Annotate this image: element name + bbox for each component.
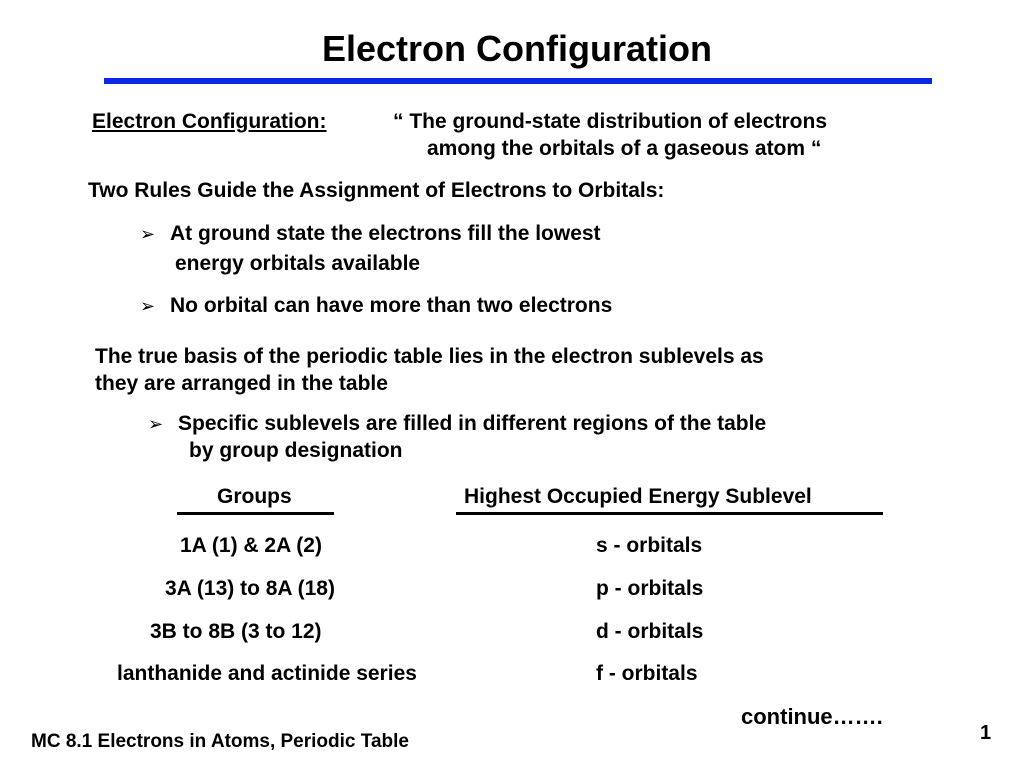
- table-row-4-sublevel: f - orbitals: [596, 662, 698, 685]
- arrow-right-icon: ➢: [140, 224, 156, 245]
- continue-text: continue…….: [741, 704, 883, 729]
- footer-text: MC 8.1 Electrons in Atoms, Periodic Table: [31, 731, 409, 752]
- basis-bullet-line1: Specific sublevels are filled in different regions of the table: [178, 412, 767, 435]
- arrow-right-icon: ➢: [140, 296, 156, 317]
- rules-heading: Two Rules Guide the Assignment of Electrons to Orbitals:: [88, 179, 665, 202]
- rule-bullet-2-text: No orbital can have more than two electrons: [170, 294, 613, 317]
- definition-term: Electron Configuration:: [92, 110, 327, 133]
- basis-line1: The true basis of the periodic table lies in the electron sublevels as: [95, 345, 764, 368]
- table-row-3-groups: 3B to 8B (3 to 12): [150, 620, 322, 643]
- basis-bullet: [148, 411, 766, 438]
- basis-line2: they are arranged in the table: [95, 372, 388, 395]
- title-underline: [104, 78, 932, 84]
- arrow-right-icon: ➢: [148, 414, 164, 435]
- rule-bullet-1: [140, 221, 601, 248]
- table-row-3-sublevel: d - orbitals: [596, 620, 704, 643]
- definition-text-line2: among the orbitals of a gaseous atom “: [427, 137, 822, 160]
- rule-bullet-1-line1: At ground state the electrons fill the lowest: [170, 222, 601, 245]
- groups-header-rule: [177, 512, 334, 515]
- page-title: Electron Configuration: [322, 28, 712, 69]
- basis-bullet-line2: by group designation: [189, 439, 403, 462]
- rule-bullet-2: [140, 293, 612, 320]
- groups-header: Groups: [217, 485, 292, 508]
- rule-bullet-1-line2: energy orbitals available: [175, 252, 421, 275]
- table-row-2-groups: 3A (13) to 8A (18): [165, 577, 335, 600]
- sublevel-header: Highest Occupied Energy Sublevel: [464, 485, 812, 508]
- page-number: 1: [980, 722, 992, 744]
- table-row-2-sublevel: p - orbitals: [596, 577, 704, 600]
- table-row-1-sublevel: s - orbitals: [596, 534, 703, 557]
- table-row-1-groups: 1A (1) & 2A (2): [180, 534, 322, 557]
- definition-text-line1: “ The ground-state distribution of electrons: [393, 110, 828, 133]
- table-row-4-groups: lanthanide and actinide series: [117, 662, 417, 685]
- sublevel-header-rule: [456, 512, 883, 515]
